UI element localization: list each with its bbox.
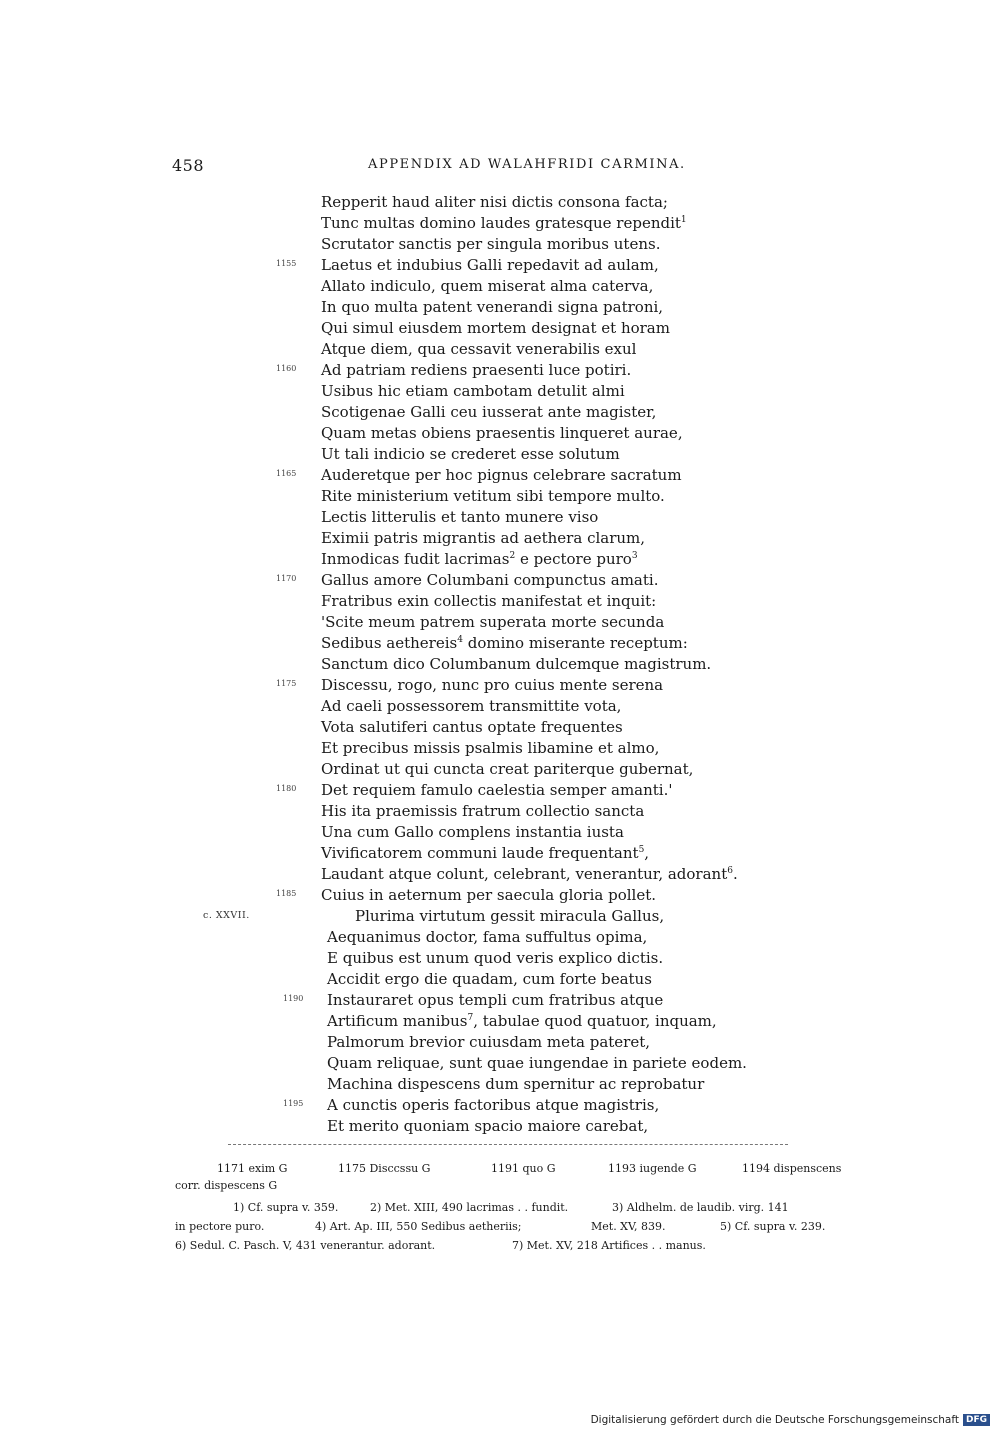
apparatus-line (175, 1160, 855, 1177)
verse-fragment: Repperit haud aliter nisi dictis consona facta; (321, 193, 668, 211)
footnote-line (175, 1236, 855, 1255)
footnote-marker: 7 (467, 1013, 474, 1023)
verse-fragment: Laetus et indubius Galli repedavit ad aulam, (321, 256, 659, 274)
verse-text (321, 549, 638, 570)
line-number: 1160 (276, 364, 297, 373)
verse-fragment: e pectore puro (515, 550, 632, 568)
verse-text (321, 885, 656, 906)
verse-fragment: Cuius in aeternum per saecula gloria pollet. (321, 886, 657, 904)
verse-text (327, 1032, 650, 1053)
verse-line (0, 255, 1000, 276)
verse-fragment: Qui simul eiusdem mortem designat et horam (321, 319, 670, 337)
dfg-logo: DFG (963, 1414, 990, 1426)
chapter-marker: c. XXVII. (203, 910, 250, 921)
verse-fragment: Discessu, rogo, nunc pro cuius mente serena (321, 676, 664, 694)
footnote: Met. XV, 839. (591, 1220, 666, 1233)
verse-line (0, 885, 1000, 906)
verse-text (321, 465, 682, 486)
line-number: 1170 (276, 574, 297, 583)
verse-fragment: Ordinat ut qui cuncta creat pariterque gubernat, (321, 760, 694, 778)
verse-line (0, 906, 1000, 927)
verse-text (327, 1074, 704, 1095)
verse-line (0, 339, 1000, 360)
verse-fragment: Sedibus aethereis (321, 634, 458, 652)
verse-text (321, 738, 659, 759)
verse-fragment: Palmorum brevior cuiusdam meta pateret, (327, 1033, 651, 1051)
verse-fragment: domino miserante receptum: (462, 634, 688, 652)
verse-fragment: Quam metas obiens praesentis linqueret aurae, (321, 424, 683, 442)
verse-text (321, 780, 672, 801)
verse-fragment: A cunctis operis factoribus atque magistris, (327, 1096, 660, 1114)
verse-fragment: Scotigenae Galli ceu iusserat ante magister, (321, 403, 657, 421)
verse-line (0, 549, 1000, 570)
verse-line (0, 213, 1000, 234)
verse-text (321, 276, 653, 297)
verse-text (321, 507, 598, 528)
verse-line (0, 444, 1000, 465)
apparatus-entry: 1193 iugende G (608, 1162, 697, 1175)
verse-text (321, 570, 658, 591)
verse-fragment: Sanctum dico Columbanum dulcemque magistrum. (321, 655, 712, 673)
verse-line (0, 1011, 1000, 1032)
verse-text (327, 948, 663, 969)
verse-line (0, 276, 1000, 297)
verse-text (327, 1053, 747, 1074)
footnote-line (175, 1198, 855, 1217)
verse-text (321, 759, 693, 780)
footnote-marker: 6 (727, 866, 733, 876)
verse-fragment: , (644, 844, 650, 862)
line-number: 1195 (283, 1099, 304, 1108)
verse-fragment: Laudant atque colunt, celebrant, venerantur, adorant (321, 865, 728, 883)
verse-text (321, 444, 620, 465)
verse-fragment: Vota salutiferi cantus optate frequentes (321, 718, 623, 736)
footnote: 1) Cf. supra v. 359. (233, 1201, 339, 1214)
verse-text (321, 486, 665, 507)
verse-fragment: Gallus amore Columbani compunctus amati. (321, 571, 659, 589)
verse-line (0, 1053, 1000, 1074)
page-number: 458 (172, 156, 205, 175)
verse-fragment: In quo multa patent venerandi signa patroni, (321, 298, 664, 316)
verse-text (327, 927, 647, 948)
verse-fragment: Artificum manibus (327, 1012, 468, 1030)
verse-text (321, 801, 644, 822)
verse-line (0, 297, 1000, 318)
running-title: APPENDIX AD WALAHFRIDI CARMINA. (368, 157, 686, 172)
verse-line (0, 528, 1000, 549)
verse-fragment: Instauraret opus templi cum fratribus atque (327, 991, 664, 1009)
footnote-marker: 3 (631, 551, 638, 561)
verse-text (321, 297, 663, 318)
footnote: 6) Sedul. C. Pasch. V, 431 venerantur. adorant. (175, 1239, 436, 1252)
verse-line (0, 948, 1000, 969)
verse-fragment: Vivificatorem communi laude frequentant (321, 844, 639, 862)
verse-text (321, 633, 688, 654)
footnote-divider (228, 1144, 788, 1145)
verse-text (327, 1095, 659, 1116)
footnote-marker: 1 (680, 215, 687, 225)
verse-text (321, 339, 636, 360)
footnote: 5) Cf. supra v. 239. (720, 1220, 826, 1233)
verse-fragment: Scrutator sanctis per singula moribus utens. (321, 235, 661, 253)
verse-line (0, 570, 1000, 591)
footnotes (175, 1198, 855, 1255)
verse-text (321, 528, 645, 549)
verse-line (0, 1032, 1000, 1053)
verse-fragment: His ita praemissis fratrum collectio sancta (321, 802, 645, 820)
page-header (0, 156, 1000, 178)
verse-text (321, 213, 687, 234)
verse-fragment: Ut tali indicio se crederet esse solutum (321, 445, 620, 463)
verse-fragment: Tunc multas domino laudes gratesque rependit (321, 214, 681, 232)
verse-fragment: Una cum Gallo complens instantia iusta (321, 823, 624, 841)
verse-text (327, 990, 663, 1011)
verse-line (0, 801, 1000, 822)
verse-line (0, 591, 1000, 612)
verse-text (321, 423, 683, 444)
verse-fragment: Aequanimus doctor, fama suffultus opima, (327, 928, 648, 946)
verse-line (0, 780, 1000, 801)
critical-apparatus (175, 1160, 855, 1194)
verse-line (0, 465, 1000, 486)
verse-line (0, 759, 1000, 780)
verse-text (321, 612, 664, 633)
line-number: 1185 (276, 889, 297, 898)
verse-line (0, 1095, 1000, 1116)
verse-line (0, 990, 1000, 1011)
verse-line (0, 696, 1000, 717)
verse-line (0, 234, 1000, 255)
verse-text (321, 591, 656, 612)
verse-fragment: Ad caeli possessorem transmittite vota, (321, 697, 622, 715)
apparatus-entry: corr. dispescens G (175, 1179, 278, 1192)
verse-fragment: Fratribus exin collectis manifestat et inquit: (321, 592, 657, 610)
poem-body (0, 192, 1000, 1137)
verse-text (321, 864, 738, 885)
footnote-marker: 2 (509, 551, 516, 561)
verse-fragment: E quibus est unum quod veris explico dictis. (327, 949, 664, 967)
credit-text: Digitalisierung gefördert durch die Deutsche Forschungsgemeinschaft (590, 1414, 959, 1426)
verse-text (321, 717, 623, 738)
verse-text (327, 1011, 717, 1032)
verse-line (0, 927, 1000, 948)
apparatus-entry: 1175 Disccssu G (338, 1162, 431, 1175)
verse-text (327, 969, 652, 990)
apparatus-entry: 1194 dispenscens (742, 1162, 842, 1175)
verse-fragment: Et precibus missis psalmis libamine et almo, (321, 739, 660, 757)
verse-line (0, 864, 1000, 885)
verse-line (0, 654, 1000, 675)
verse-text (321, 675, 663, 696)
verse-fragment: 'Scite meum patrem superata morte secunda (321, 613, 665, 631)
verse-fragment: Rite ministerium vetitum sibi tempore multo. (321, 487, 665, 505)
verse-fragment: Accidit ergo die quadam, cum forte beatus (327, 970, 652, 988)
verse-line (0, 486, 1000, 507)
verse-fragment: Ad patriam rediens praesenti luce potiri. (321, 361, 632, 379)
verse-text (327, 1116, 648, 1137)
verse-fragment: Allato indiculo, quem miserat alma caterva, (321, 277, 654, 295)
line-number: 1180 (276, 784, 297, 793)
footnote: 4) Art. Ap. III, 550 Sedibus aetheriis; (315, 1220, 522, 1233)
verse-line (0, 612, 1000, 633)
verse-line (0, 633, 1000, 654)
verse-line (0, 738, 1000, 759)
footnote-marker: 4 (457, 635, 463, 645)
footnote-marker: 5 (638, 845, 645, 855)
verse-fragment: Det requiem famulo caelestia semper amanti.' (321, 781, 673, 799)
verse-fragment: Usibus hic etiam cambotam detulit almi (321, 382, 625, 400)
verse-fragment: Eximii patris migrantis ad aethera clarum, (321, 529, 646, 547)
apparatus-entry: 1171 exim G (217, 1162, 288, 1175)
verse-fragment: . (732, 865, 738, 883)
footnote: in pectore puro. (175, 1220, 265, 1233)
verse-text (321, 696, 621, 717)
apparatus-line (175, 1177, 855, 1194)
verse-text (321, 822, 624, 843)
footnote: 2) Met. XIII, 490 lacrimas . . fundit. (370, 1201, 569, 1214)
verse-line (0, 843, 1000, 864)
line-number: 1190 (283, 994, 304, 1003)
verse-line (0, 507, 1000, 528)
verse-text (321, 318, 670, 339)
verse-text (321, 381, 625, 402)
verse-line (0, 1116, 1000, 1137)
verse-fragment: , tabulae quod quatuor, inquam, (473, 1012, 717, 1030)
verse-fragment: Machina dispescens dum spernitur ac reprobatur (327, 1075, 705, 1093)
verse-fragment: Plurima virtutum gessit miracula Gallus, (355, 907, 665, 925)
verse-line (0, 423, 1000, 444)
footnote-line (175, 1217, 855, 1236)
digitization-credit (591, 1414, 990, 1426)
verse-line (0, 717, 1000, 738)
verse-fragment: Atque diem, qua cessavit venerabilis exul (321, 340, 637, 358)
footnote: 7) Met. XV, 218 Artifices . . manus. (512, 1239, 706, 1252)
verse-line (0, 192, 1000, 213)
verse-line (0, 1074, 1000, 1095)
apparatus-entry: 1191 quo G (491, 1162, 556, 1175)
verse-line (0, 675, 1000, 696)
line-number: 1155 (276, 259, 297, 268)
verse-text (321, 843, 649, 864)
line-number: 1165 (276, 469, 297, 478)
verse-line (0, 318, 1000, 339)
verse-line (0, 381, 1000, 402)
verse-text (321, 402, 656, 423)
verse-text (321, 360, 631, 381)
verse-line (0, 969, 1000, 990)
verse-line (0, 402, 1000, 423)
verse-fragment: Auderetque per hoc pignus celebrare sacratum (321, 466, 682, 484)
verse-text (321, 654, 711, 675)
verse-fragment: Inmodicas fudit lacrimas (321, 550, 510, 568)
verse-text (321, 255, 659, 276)
verse-text (355, 906, 664, 927)
verse-text (321, 192, 668, 213)
verse-text (321, 234, 660, 255)
footnote: 3) Aldhelm. de laudib. virg. 141 (612, 1201, 789, 1214)
verse-fragment: Quam reliquae, sunt quae iungendae in pariete eodem. (327, 1054, 747, 1072)
verse-line (0, 822, 1000, 843)
verse-fragment: Lectis litterulis et tanto munere viso (321, 508, 599, 526)
verse-fragment: Et merito quoniam spacio maiore carebat, (327, 1117, 649, 1135)
line-number: 1175 (276, 679, 297, 688)
verse-line (0, 360, 1000, 381)
